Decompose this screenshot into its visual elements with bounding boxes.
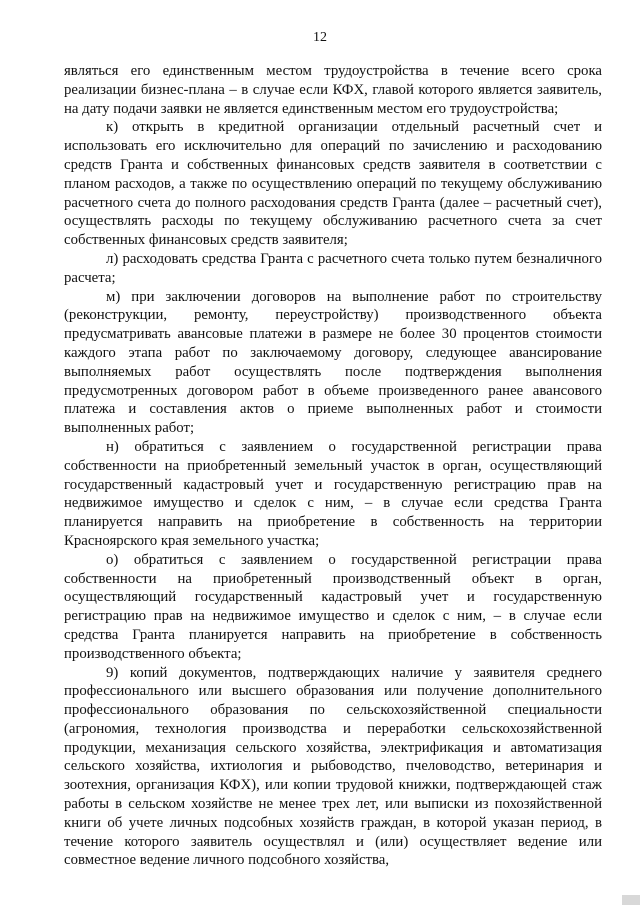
paragraph-item-m: м) при заключении договоров на выполнение работ по строительству (реконструкции, ремонту, переустройству) производственного объекта предусматривать авансовые платежи в размере не более 30 процентов стоимости каждого этапа работ по заключаемому договору, следующее авансирование выполняемых работ осуществлять после подтверждения выполнения предусмотренных договором работ в объеме произведенного ранее авансового платежа и составления актов о приеме выполненных работ и стоимости выполненных работ; xyxy=(64,288,602,437)
paragraph-item-o: о) обратиться с заявлением о государственной регистрации права собственности на приобретенный производственный объект в орган, осуществляющий государственный кадастровый учет и государственную регистрацию прав на недвижимое имущество и сделок с ним, – в случае если средства Гранта планируется направить на приобретение в собственность производственного объекта; xyxy=(64,551,602,662)
paragraph-item-l: л) расходовать средства Гранта с расчетного счета только путем безналичного расчета; xyxy=(64,250,602,286)
paragraph-item-n: н) обратиться с заявлением о государственной регистрации права собственности на приобретенный земельный участок в орган, осуществляющий государственный кадастровый учет и государственную регистрацию прав на недвижимое имущество и сделок с ним, – в случае если средства Гранта планируется направить на приобретение в собственность на территории Красноярского края земельного участка; xyxy=(64,438,602,549)
paragraph-item-k: к) открыть в кредитной организации отдельный расчетный счет и использовать его исключительно для операций по зачислению и расходованию средств Гранта и собственных финансовых средств заявителя в соответствии с планом расходов, а также по осуществлению операций по текущему обслуживанию расчетного счета до полного расходования средств Гранта (далее – расчетный счет), осуществлять расходы по текущему обслуживанию расчетного счета за счет собственных финансовых средств заявителя; xyxy=(64,119,602,249)
document-body xyxy=(64,62,602,870)
scan-edge-mark xyxy=(622,895,640,905)
paragraph-continuation: являться его единственным местом трудоустройства в течение всего срока реализации бизнес-плана – в случае если КФХ, главой которого является заявитель, на дату подачи заявки не является единственным местом его трудоустройства; xyxy=(64,63,602,117)
paragraph-item-9: 9) копий документов, подтверждающих наличие у заявителя среднего профессионального или высшего образования или получение дополнительного профессионального образования по сельскохозяйственной специальности (агрономия, технология производства и переработки сельскохозяйственной продукции, механизация сельского хозяйства, электрификация и автоматизация сельского хозяйства, ихтиология и рыбоводство, пчеловодство, ветеринария и зоотехния, организация КФХ), или копии трудовой книжки, подтверждающей стаж работы в сельском хозяйстве не менее трех лет, или выписки из похозяйственной книги об учете личных подсобных хозяйств граждан, в которой указан период, в течение которого заявитель осуществлял и (или) осуществляет ведение или совместное ведение личного подсобного хозяйства, xyxy=(64,664,602,869)
page-number: 12 xyxy=(313,30,327,45)
